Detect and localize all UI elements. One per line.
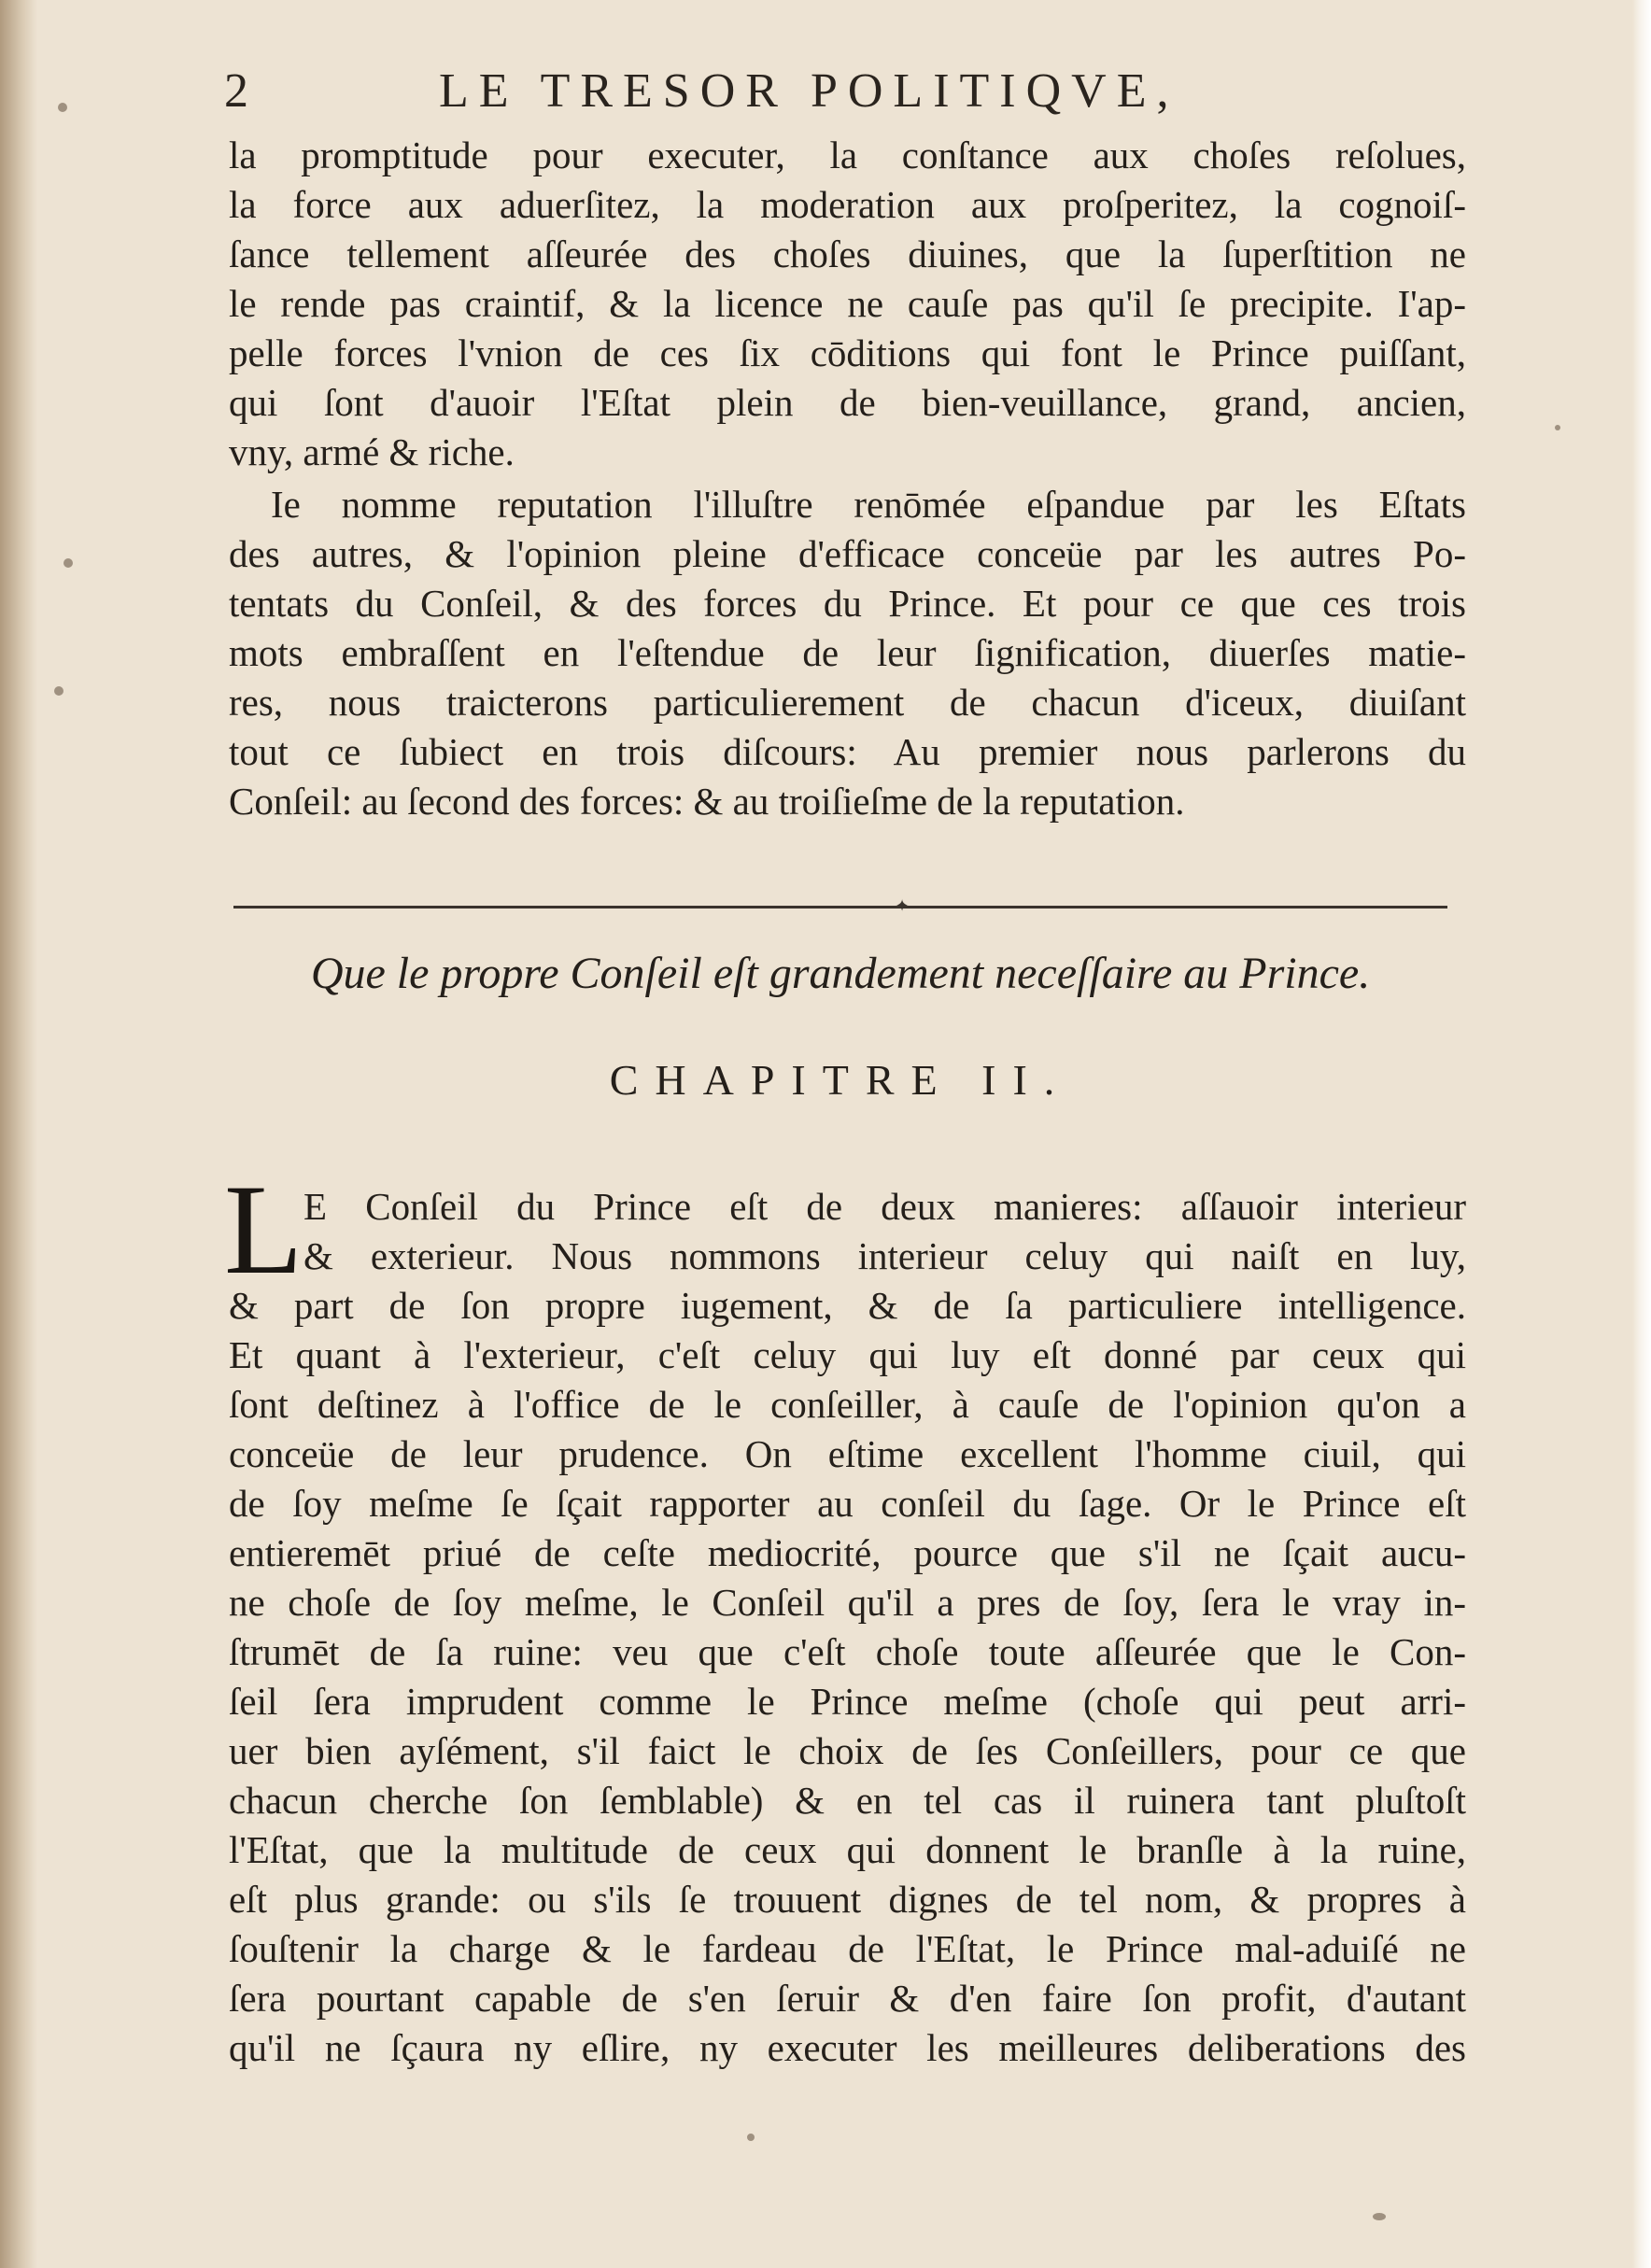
chapter-title: Que le propre Conſeil eſt grandement neceſſaire au Prince. <box>310 949 1371 998</box>
text-line: des autres, & l'opinion pleine d'efficace conceüe par les autres Po- <box>229 532 1466 575</box>
text-line: eſt plus grande: ou s'ils ſe trouuent dignes de tel nom, & propres à <box>229 1878 1466 1921</box>
text-line: tout ce ſubiect en trois diſcours: Au premier nous parlerons du <box>229 730 1466 773</box>
intro-paragraph <box>229 131 1466 477</box>
text-line: uer bien ayſément, s'il faict le choix de ſes Conſeillers, pour ce que <box>229 1729 1466 1772</box>
text-line: entieremēt priué de ceſte mediocrité, pource que s'il ne ſçait aucu- <box>229 1531 1466 1574</box>
paper-speck <box>1555 425 1560 430</box>
section-rule <box>233 906 1447 909</box>
paper-speck <box>1373 2213 1386 2220</box>
text-line: ſont deſtinez à l'office de le conſeiller, à cauſe de l'opinion qu'on a <box>229 1383 1466 1426</box>
text-line: E Conſeil du Prince eſt de deux manieres: aſſauoir interieur <box>303 1185 1466 1228</box>
text-line: res, nous traicterons particulierement de chacun d'iceux, diuiſant <box>229 681 1466 724</box>
text-line: la promptitude pour executer, la conſtance aux choſes reſolues, <box>229 134 1466 176</box>
text-line: l'Eſtat, que la multitude de ceux qui donnent le branſle à la ruine, <box>229 1828 1466 1871</box>
paper-speck <box>58 103 67 112</box>
text-line: ſeil ſera imprudent comme le Prince meſme (choſe qui peut arri- <box>229 1680 1466 1723</box>
paper-speck <box>64 558 73 568</box>
chapter-body <box>229 1182 1466 2073</box>
text-line: qui ſont d'auoir l'Eſtat plein de bien-veuillance, grand, ancien, <box>229 381 1466 424</box>
text-line: la force aux aduerſitez, la moderation aux proſperitez, la cognoiſ- <box>229 183 1466 226</box>
text-line: & exterieur. Nous nommons interieur celuy qui naiſt en luy, <box>303 1234 1466 1277</box>
text-line: chacun cherche ſon ſemblable) & en tel cas il ruinera tant pluſtoſt <box>229 1779 1466 1822</box>
text-line: de ſoy meſme ſe ſçait rapporter au conſeil du ſage. Or le Prince eſt <box>229 1482 1466 1525</box>
text-line: mots embraſſent en l'eſtendue de leur ſignification, diuerſes matie- <box>229 631 1466 674</box>
text-line: Et quant à l'exterieur, c'eſt celuy qui luy eſt donné par ceux qui <box>229 1333 1466 1376</box>
text-line: qu'il ne ſçaura ny eſlire, ny executer les meilleures deliberations des <box>229 2026 1466 2069</box>
text-line: vny, armé & riche. <box>229 430 515 473</box>
page-header <box>224 63 1438 120</box>
text-line: ſtrumēt de ſa ruine: veu que c'eſt choſe toute aſſeurée que le Con- <box>229 1630 1466 1673</box>
running-head: LE TRESOR POLITIQVE, <box>439 64 1179 118</box>
second-paragraph <box>229 480 1466 826</box>
text-line: & part de ſon propre iugement, & de ſa particuliere intelligence. <box>229 1284 1466 1327</box>
drop-cap: L <box>224 1158 303 1301</box>
rule-ornament-icon: ✦ <box>895 896 910 916</box>
page-number: 2 <box>224 64 259 118</box>
text-line: ne choſe de ſoy meſme, le Conſeil qu'il a pres de ſoy, ſera le vray in- <box>229 1581 1466 1624</box>
text-line: ſouſtenir la charge & le fardeau de l'Eſtat, le Prince mal-aduiſé ne <box>229 1927 1466 1970</box>
text-line: le rende pas craintif, & la licence ne cauſe pas qu'il ſe precipite. I'ap- <box>229 282 1466 325</box>
text-line: tentats du Conſeil, & des forces du Prince. Et pour ce que ces trois <box>229 582 1466 625</box>
chapter-number: CHAPITRE II. <box>609 1056 1072 1104</box>
text-line: pelle forces l'vnion de ces ſix cōditions qui font le Prince puiſſant, <box>229 331 1466 374</box>
paper-speck <box>747 2134 755 2141</box>
text-line: ſera pourtant capable de s'en ſeruir & d'en faire ſon profit, d'autant <box>229 1977 1466 2020</box>
text-line: conceüe de leur prudence. On eſtime excellent l'homme ciuil, qui <box>229 1432 1466 1475</box>
paper-speck <box>54 686 64 696</box>
text-line: Conſeil: au ſecond des forces: & au troiſieſme de la reputation. <box>229 780 1185 823</box>
text-line: Ie nomme reputation l'illuſtre renōmée eſpandue par les Eſtats <box>271 483 1466 526</box>
text-line: ſance tellement aſſeurée des choſes diuines, que la ſuperſtition ne <box>229 232 1466 275</box>
